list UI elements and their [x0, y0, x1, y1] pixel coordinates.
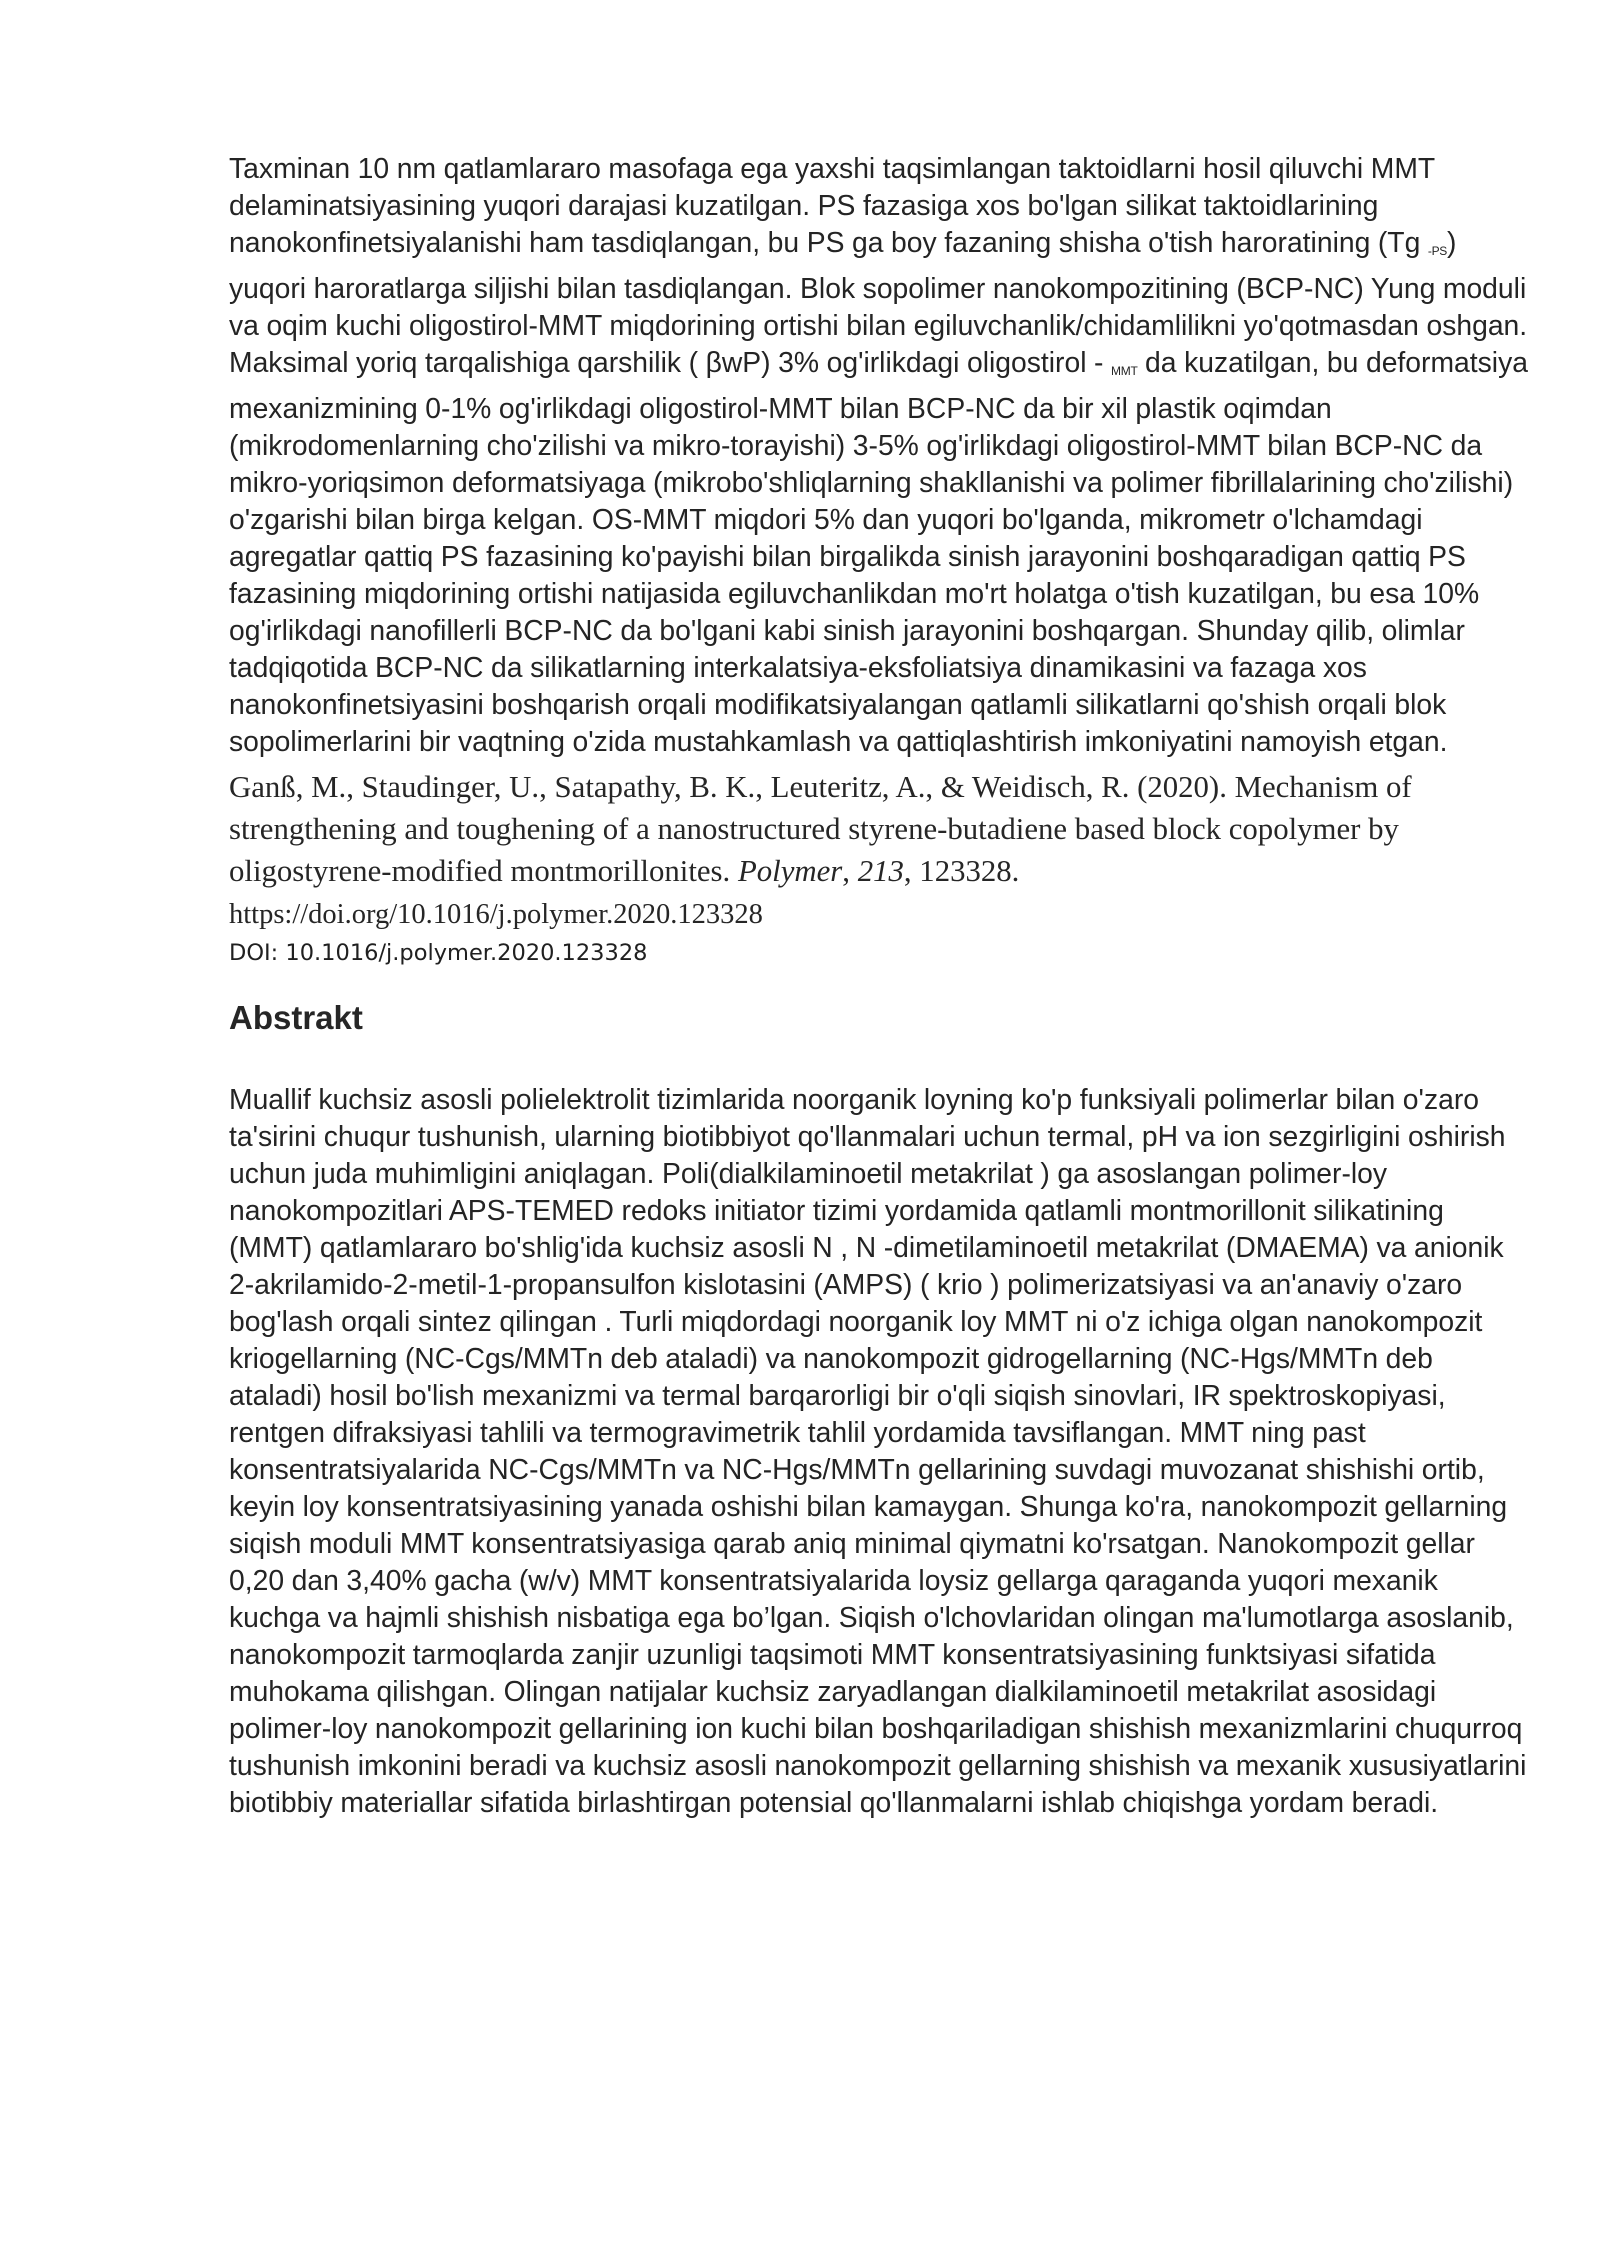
subscript-ps: -PS — [1427, 244, 1448, 258]
citation-journal: Polymer — [737, 854, 843, 888]
paragraph-text-part-c: da kuzatilgan, bu deformatsiya mexanizmining 0-1% og'irlikdagi oligostirol-MMT bilan BCP-NC da bir xil plastik oqimdan (mikrodomenlarning cho'zilishi va mikro-torayishi) 3-5% og'irlikdagi oligostirol-MMT bilan BCP-NC da mikro-yoriqsimon deformatsiyaga (mikrobo'shliqlarning shakllanishi va polimer fibrillalarining cho'zilishi) o'zgarishi bilan birga kelgan. OS-MMT miqdori 5% dan yuqori bo'lganda, mikrometr o'lchamdagi agregatlar qattiq PS fazasining ko'payishi bilan birgalikda sinish jarayonini boshqaradigan qattiq PS fazasining miqdorining ortishi natijasida egiluvchanlikdan mo'rt holatga o'tish kuzatilgan, bu esa 10% og'irlikdagi nanofillerli BCP-NC da bo'lgani kabi sinish jarayonini boshqargan. Shunday qilib, olimlar tadqiqotida BCP-NC da silikatlarning interkalatsiya-eksfoliatsiya dinamikasini va fazaga xos nanokonfinetsiyasini boshqarish orqali modifikatsiyalangan qatlamli silikatlarni qo'shish orqali blok sopolimerlarini bir vaqtning o'zida mustahkamlash va qattiqlashtirish imkoniyatini namoyish etgan. — [229, 346, 1528, 757]
paragraph-text-part-b: ) yuqori haroratlarga siljishi bilan tasdiqlangan. Blok sopolimer nanokompozitining (BCP-NC) Yung moduli va oqim kuchi oligostirol-MMT miqdorining ortishi bilan egiluvchanlik/chidamlilikni yo'qotmasdan oshgan. Maksimal yoriq tarqalishiga qarshilik ( βwP) 3% og'irlikdagi oligostirol - — [229, 226, 1528, 378]
citation-separator-1: , — [842, 854, 858, 888]
body-paragraph — [229, 150, 1529, 760]
reference-citation — [229, 766, 1519, 936]
abstract-paragraph: Muallif kuchsiz asosli polielektrolit tizimlarida noorganik loyning ko'p funksiyali polimerlar bilan o'zaro ta'sirini chuqur tushunish, ularning biotibbiyot qo'llanmalari uchun termal, pH va ion sezgirligini oshirish uchun juda muhimligini aniqlagan. Poli(dialkilaminoetil metakrilat ) ga asoslangan polimer-loy nanokompozitlari APS-TEMED redoks initiator tizimi yordamida qatlamli montmorillonit silikatining (MMT) qatlamlararo bo'shlig'ida kuchsiz asosli N , N -dimetilaminoetil metakrilat (DMAEMA) va anionik 2-akrilamido-2-metil-1-propansulfon kislotasini (AMPS) ( krio ) polimerizatsiyasi va an'anaviy o'zaro bog'lash orqali sintez qilingan . Turli miqdordagi noorganik loy MMT ni o'z ichiga olgan nanokompozit kriogellarning (NC-Cgs/MMTn deb ataladi) va nanokompozit gidrogellarning (NC-Hgs/MMTn deb ataladi) hosil bo'lish mexanizmi va termal barqarorligi bir o'qli siqish sinovlari, IR spektroskopiyasi, rentgen difraksiyasi tahlili va termogravimetrik tahlil yordamida tavsiflangan. MMT ning past konsentratsiyalarida NC-Cgs/MMTn va NC-Hgs/MMTn gellarining suvdagi muvozanat shishishi ortib, keyin loy konsentratsiyasining yanada oshishi bilan kamaygan. Shunga ko'ra, nanokompozit gellarning siqish moduli MMT konsentratsiyasiga qarab aniq minimal qiymatni ko'rsatgan. Nanokompozit gellar 0,20 dan 3,40% gacha (w/v) MMT konsentratsiyalarida loysiz gellarga qaraganda yuqori mexanik kuchga va hajmli shishish nisbatiga ega bo’lgan. Siqish o'lchovlaridan olingan ma'lumotlarga asoslanib, nanokompozit tarmoqlarda zanjir uzunligi taqsimoti MMT konsentratsiyasining funktsiyasi sifatida muhokama qilishgan. Olingan natijalar kuchsiz zaryadlangan dialkilaminoetil metakrilat asosidagi polimer-loy nanokompozit gellarining ion kuchi bilan boshqariladigan shishish mexanizmlarini chuqurroq tushunish imkonini beradi va kuchsiz asosli nanokompozit gellarning shishish va mexanik xususiyatlarini biotibbiy materiallar sifatida birlashtirgan potensial qo'llanmalarni ishlab chiqishga yordam beradi. — [229, 1083, 1527, 1818]
citation-authors-title: Ganß, M., Staudinger, U., Satapathy, B. K., Leuteritz, A., & Weidisch, R. (2020). Mechanism of strengthening and toughening of a nanostructured styrene-butadiene based block copolymer by oligostyrene-modified montmorillonites. — [229, 770, 1412, 888]
paragraph-text-part-a: Taxminan 10 nm qatlamlararo masofaga ega yaxshi taqsimlangan taktoidlarni hosil qiluvchi MMT delaminatsiyasining yuqori darajasi kuzatilgan. PS fazasiga xos bo'lgan silikat taktoidlarining nanokonfinetsiyalanishi ham tasdiqlangan, bu PS ga boy fazaning shisha o'tish haroratining (Tg — [229, 152, 1435, 258]
citation-separator-2: , 123328. — [903, 854, 1020, 888]
subscript-mmt: MMT — [1111, 364, 1138, 378]
abstract-heading: Abstrakt — [229, 999, 363, 1036]
doi-line: DOI: 10.1016/j.polymer.2020.123328 — [229, 940, 648, 966]
citation-doi-link[interactable]: https://doi.org/10.1016/j.polymer.2020.123328 — [229, 899, 763, 930]
citation-volume: 213 — [857, 854, 904, 888]
text-column — [229, 150, 1529, 1821]
